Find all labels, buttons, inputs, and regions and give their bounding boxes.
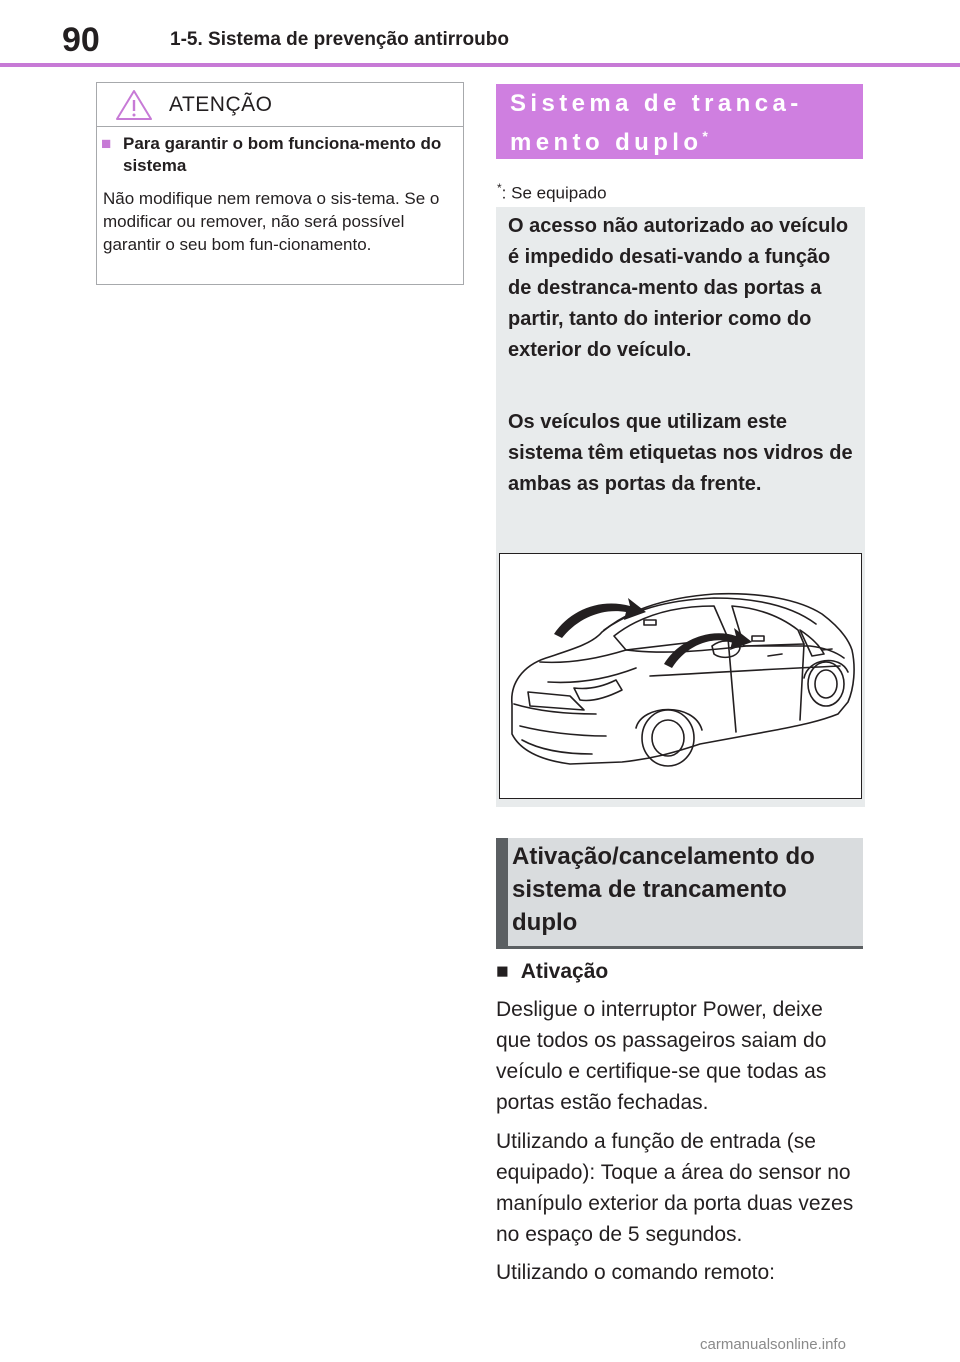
watermark: carmanualsonline.info bbox=[700, 1336, 846, 1353]
activation-paragraph-3: Utilizando o comando remoto: bbox=[496, 1261, 775, 1284]
footnote-mark: * bbox=[497, 181, 502, 195]
warning-triangle-icon bbox=[115, 89, 153, 121]
warning-subheading bbox=[101, 133, 451, 177]
double-lock-asterisk: * bbox=[702, 128, 708, 144]
activation-heading bbox=[496, 959, 608, 985]
intro-paragraph-2: Os veículos que utilizam este sistema têm etiquetas nos vidros de ambas as portas da frente. bbox=[508, 411, 853, 495]
header-rule bbox=[0, 63, 960, 67]
activation-bullet: ■ bbox=[496, 960, 509, 983]
footnote-text: : Se equipado bbox=[501, 183, 607, 203]
double-lock-title-text: Sistema de tranca-mento duplo bbox=[510, 90, 803, 156]
car-double-lock-illustration bbox=[500, 554, 860, 797]
double-lock-section-header bbox=[496, 84, 863, 159]
footnote bbox=[497, 177, 607, 205]
double-lock-title bbox=[510, 87, 863, 159]
car-illustration-frame bbox=[499, 553, 862, 799]
warning-bullet: ■ bbox=[101, 134, 112, 153]
warning-subheading-text: Para garantir o bom funciona-mento do sistema bbox=[123, 134, 442, 175]
activation-paragraph-1: Desligue o interruptor Power, deixe que todos os passageiros saiam do veículo e certifique-se que todas as portas estão fechadas. bbox=[496, 998, 827, 1114]
warning-title: ATENÇÃO bbox=[169, 93, 273, 116]
warning-header bbox=[97, 83, 463, 127]
subsection-header bbox=[496, 838, 863, 949]
activation-paragraph-2: Utilizando a função de entrada (se equipado): Toque a área do sensor no manípulo exterior da porta duas vezes no espaço de 5 segundos. bbox=[496, 1130, 854, 1246]
page-number: 90 bbox=[62, 21, 100, 59]
section-title: 1-5. Sistema de prevenção antirroubo bbox=[170, 29, 509, 50]
activation-heading-text: Ativação bbox=[520, 960, 609, 983]
warning-box bbox=[96, 82, 464, 285]
subsection-title: Ativação/cancelamento do sistema de trancamento duplo bbox=[512, 843, 815, 936]
intro-paragraph-1: O acesso não autorizado ao veículo é impedido desati-vando a função de destranca-mento das portas a partir, tanto do interior como do exterior do veículo. bbox=[508, 215, 849, 361]
warning-body: Não modifique nem remova o sis-tema. Se o modificar ou remover, não será possível garantir o seu bom fun-cionamento. bbox=[103, 189, 440, 254]
